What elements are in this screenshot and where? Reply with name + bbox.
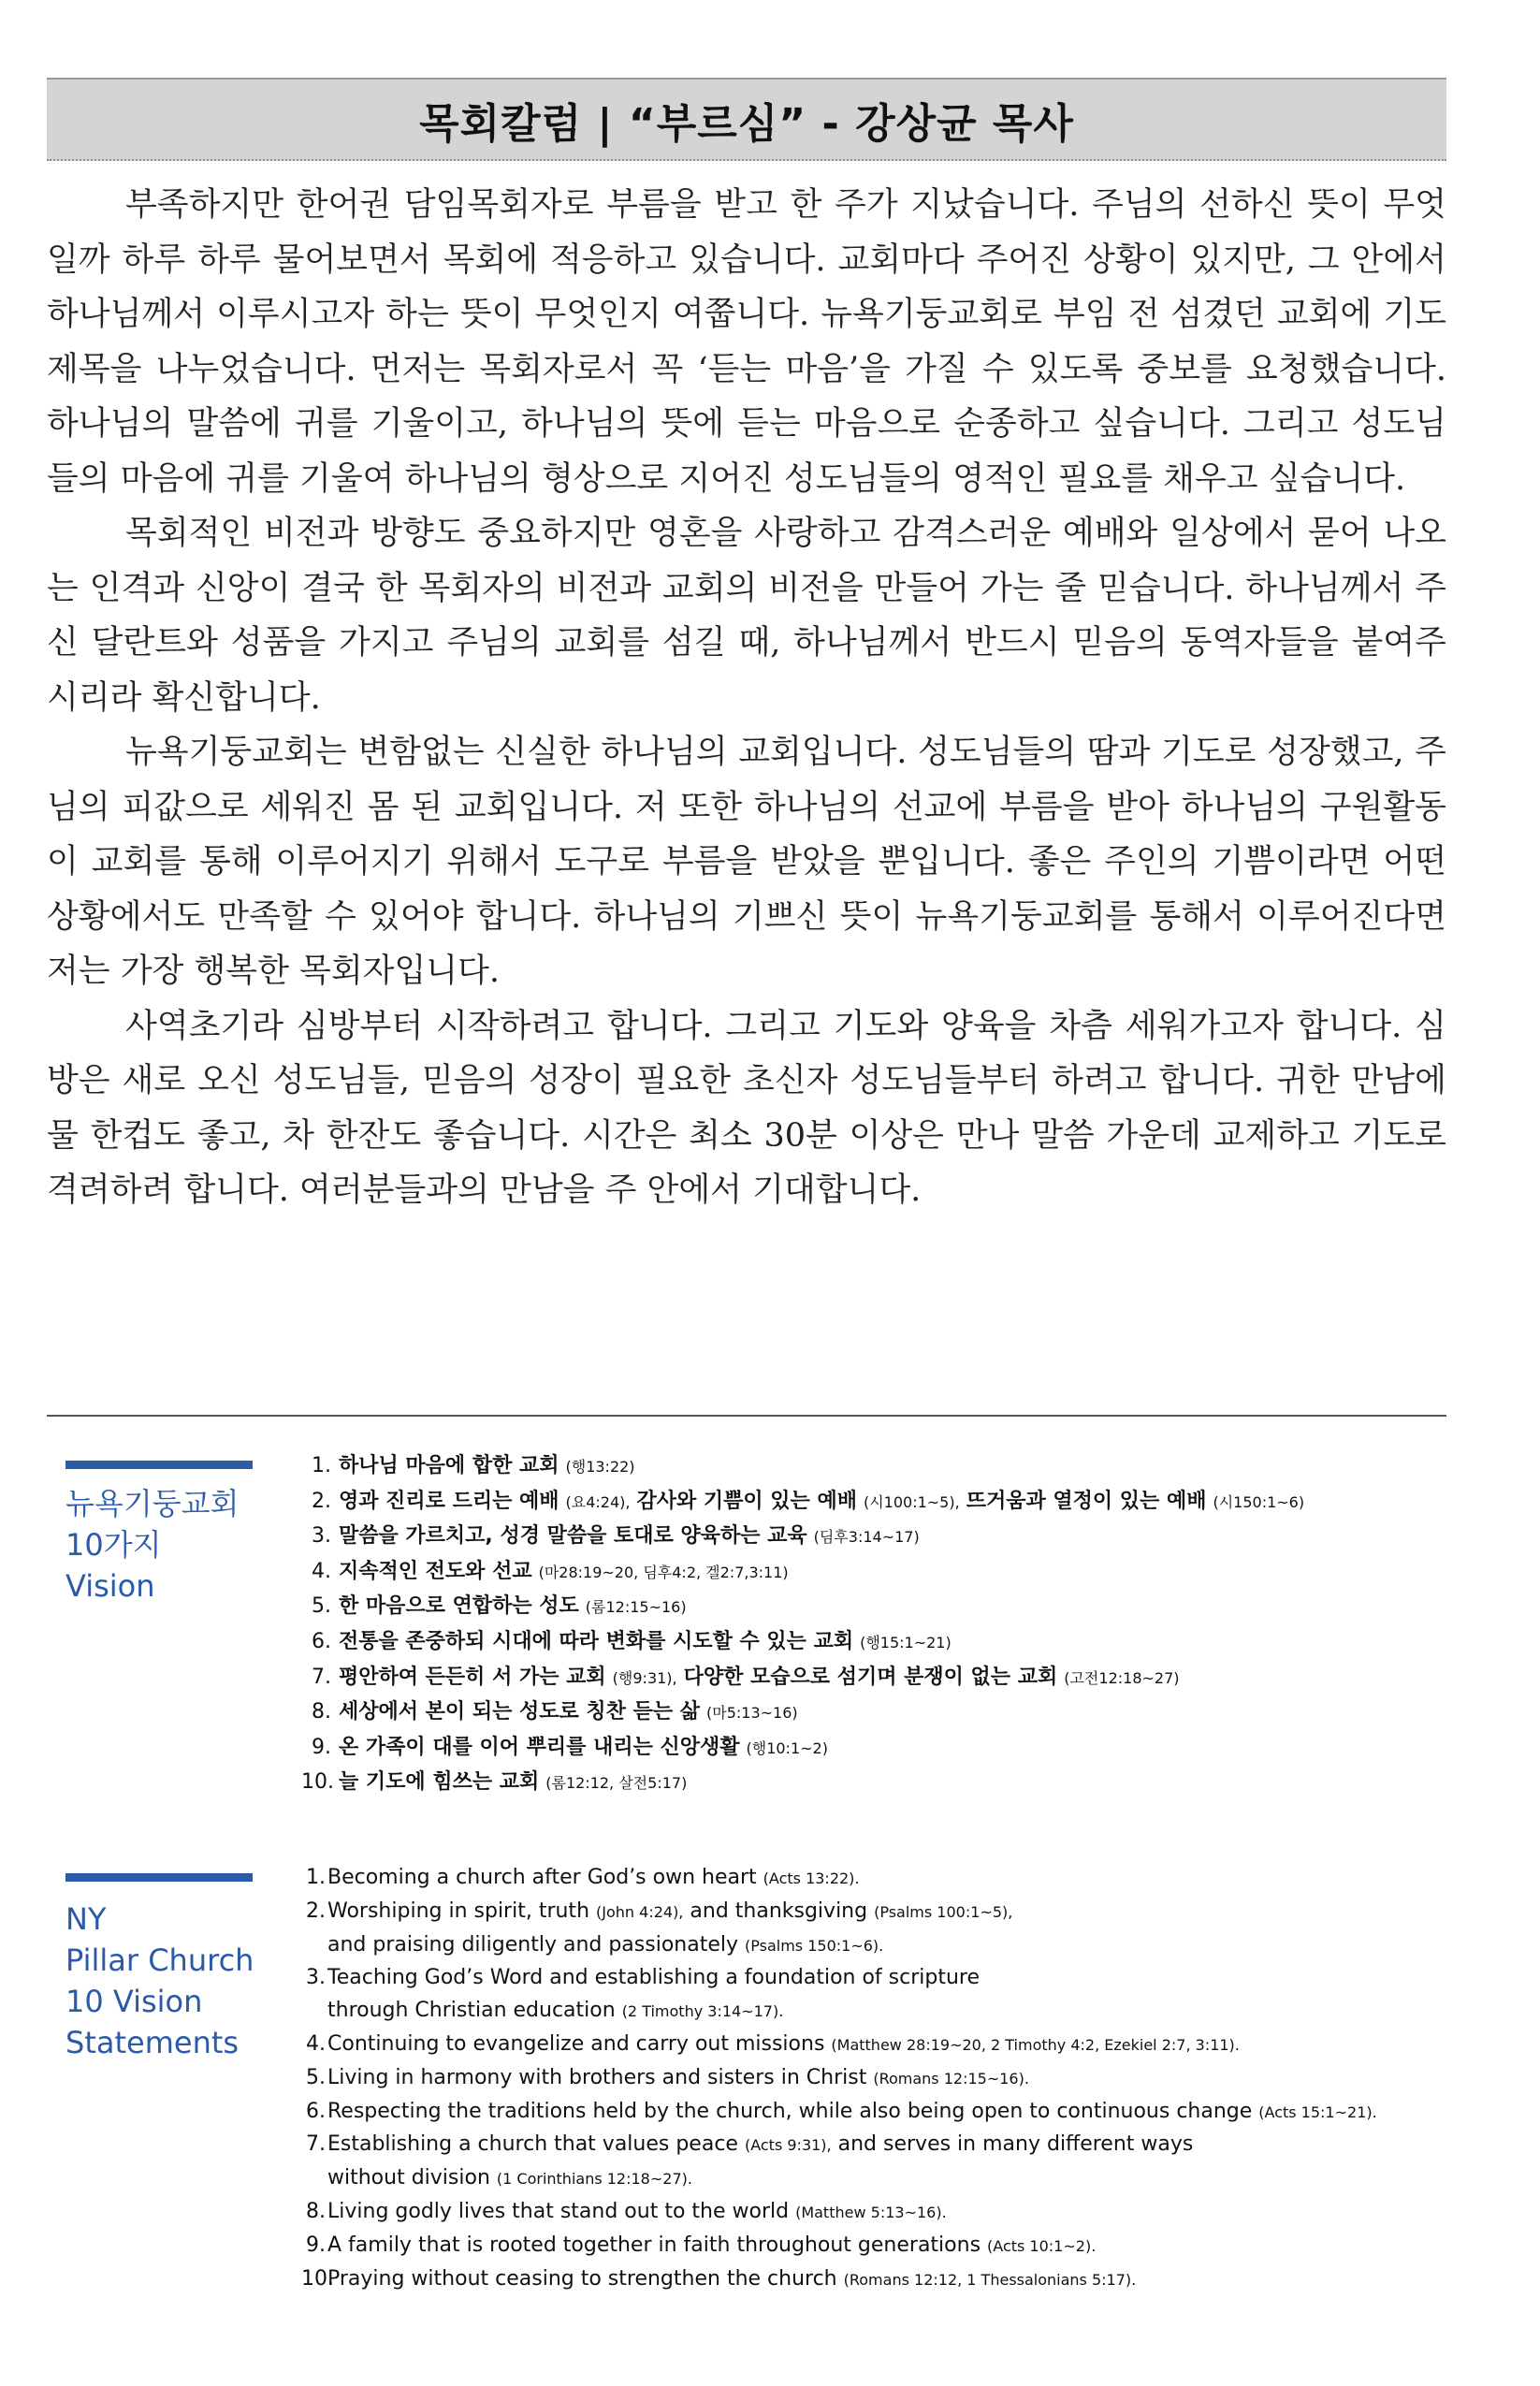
scripture-reference: (Romans 12:12, 1 Thessalonians 5:17). [843,2270,1137,2289]
vision-en-line [301,2062,1446,2096]
vision-en-item [301,2129,1446,2196]
scripture-reference: (행9:31), [612,1668,677,1687]
statement-text: without division [327,2166,490,2190]
vision-en-line [301,1929,1446,1963]
item-number: 4. [312,1559,331,1583]
page-title: 목회칼럼 | “부르심” - 강상균 목사 [419,99,1074,148]
item-number: 5. [306,2065,326,2089]
item-number: 1. [306,1866,326,1889]
vision-ko-title-line: Vision [65,1568,155,1604]
vision-en-title [65,1899,281,2063]
item-number: 3. [306,1966,326,1990]
scripture-reference: (Psalms 150:1~6). [745,1936,884,1955]
statement-text: 전통을 존중하되 시대에 따라 변화를 시도할 수 있는 교회 [339,1629,854,1653]
vision-en-item [301,1962,1446,2029]
statement-text: 늘 기도에 힘쓰는 교회 [339,1770,540,1795]
item-number: 1. [312,1454,331,1477]
vision-en-line [301,1962,1446,1995]
scripture-reference: (Acts 10:1~2). [987,2236,1097,2255]
scripture-reference: (롬12:12, 살전5:17) [545,1774,688,1793]
section-divider [47,1415,1446,1417]
vision-ko-title-line: 뉴욕기둥교회 [65,1486,240,1521]
column-paragraph: 뉴욕기둥교회는 변함없는 신실한 하나님의 교회입니다. 성도님들의 땀과 기도로 성장했고, 주님의 피값으로 세워진 몸 된 교회입니다. 저 또한 하나님의 선교에 부름을 받아 하나님의 구원활동이 교회를 통해 이루어지기 위해서 도구로 부름을 받았을 뿐입니다. 좋은 주인의 기쁨이라면 어떤 상황에서도 만족할 수 있어야 합니다. 하나님의 기쁘신 뜻이 뉴욕기둥교회를 통해서 이루어진다면 저는 가장 행복한 목회자입니다. [47,734,1446,990]
item-number: 5. [312,1594,331,1619]
scripture-reference: (Psalms 100:1~5), [874,1902,1013,1921]
vision-en-item [301,2196,1446,2230]
vision-en-accent-bar [65,1873,253,1882]
statement-text: 뜨거움과 열정이 있는 예배 [966,1489,1207,1513]
scripture-reference: (2 Timothy 3:14~17). [621,2002,784,2021]
vision-ko-item [301,1730,1446,1766]
scripture-reference: (John 4:24), [596,1902,684,1921]
vision-en-line [301,1862,1446,1896]
statement-text: 세상에서 본이 되는 성도로 칭찬 듣는 삶 [339,1700,700,1724]
column-paragraph: 부족하지만 한어권 담임목회자로 부름을 받고 한 주가 지났습니다. 주님의 선하신 뜻이 무엇일까 하루 하루 물어보면서 목회에 적응하고 있습니다. 교회마다 주어진 상황이 있지만, 그 안에서 하나님께서 이루시고자 하는 뜻이 무엇인지 여쭙니다. 뉴욕기둥교회로 부임 전 섬겼던 교회에 기도제목을 나누었습니다. 먼저는 목회자로서 꼭 ‘듣는 마음’을 가질 수 있도록 중보를 요청했습니다. 하나님의 말씀에 귀를 기울이고, 하나님의 뜻에 듣는 마음으로 순종하고 싶습니다. 그리고 성도님들의 마음에 귀를 기울여 하나님의 형상으로 지어진 성도님들의 영적인 필요를 채우고 싶습니다. [47,186,1446,498]
vision-en-item [301,2029,1446,2062]
vision-en-item [301,2096,1446,2130]
statement-text: 다양한 모습으로 섬기며 분쟁이 없는 교회 [683,1665,1058,1689]
scripture-reference: (시100:1~5), [863,1492,960,1511]
vision-ko-item [301,1695,1446,1730]
column-paragraph: 목회적인 비전과 방향도 중요하지만 영혼을 사랑하고 감격스러운 예배와 일상에서 묻어 나오는 인격과 신앙이 결국 한 목회자의 비전과 교회의 비전을 만들어 가는 줄 믿습니다. 하나님께서 주신 달란트와 성품을 가지고 주님의 교회를 섬길 때, 하나님께서 반드시 믿음의 동역자들을 붙여주시리라 확신합니다. [47,515,1446,717]
vision-en-line [301,2263,1446,2297]
item-number: 6. [306,2099,326,2123]
statement-text: Living in harmony with brothers and sisters in Christ [327,2065,867,2089]
item-number: 2. [312,1489,331,1513]
item-number: 9. [312,1735,331,1759]
vision-ko-item [301,1660,1446,1695]
vision-ko-item [301,1484,1446,1520]
vision-en-line [301,2029,1446,2062]
scripture-reference: (Romans 12:15~16). [873,2069,1029,2088]
scripture-reference: (Matthew 5:13~16). [795,2203,947,2221]
scripture-reference: (시150:1~6) [1213,1492,1305,1511]
statement-text: Praying without ceasing to strengthen the church [327,2266,837,2291]
statement-text: 온 가족이 대를 이어 뿌리를 내리는 신앙생활 [339,1735,740,1759]
vision-ko-item [301,1765,1446,1800]
scripture-reference: (딤후3:14~17) [813,1528,920,1547]
scripture-reference: (1 Corinthians 12:18~27). [496,2170,692,2189]
statement-text: Continuing to evangelize and carry out missions [327,2031,825,2056]
item-number: 3. [312,1524,331,1549]
vision-ko-title [65,1483,281,1607]
vision-ko-title-line: 10가지 [65,1527,162,1563]
statement-text: and serves in many different ways [837,2132,1194,2157]
vision-en-line [301,2196,1446,2230]
scripture-reference: (고전12:18~27) [1064,1668,1180,1687]
statement-text: 지속적인 전도와 선교 [339,1559,532,1583]
statement-text: Teaching God’s Word and establishing a foundation of scripture [327,1966,981,1990]
column-paragraph: 사역초기라 심방부터 시작하려고 합니다. 그리고 기도와 양육을 차츰 세워가고자 합니다. 심방은 새로 오신 성도님들, 믿음의 성장이 필요한 초신자 성도님들부터 하려고 합니다. 귀한 만남에 물 한컵도 좋고, 차 한잔도 좋습니다. 시간은 최소 30분 이상은 만나 말씀 가운데 교제하고 기도로 격려하려 합니다. 여러분들과의 만남을 주 안에서 기대합니다. [47,1007,1446,1209]
scripture-reference: (행13:22) [565,1458,635,1476]
statement-text: 영과 진리로 드리는 예배 [339,1489,559,1513]
item-number: 7. [306,2132,326,2157]
pastor-column [47,178,1446,1218]
item-number: 10. [301,1770,334,1795]
statement-text: 감사와 기쁨이 있는 예배 [636,1489,857,1513]
scripture-reference: (행15:1~21) [860,1633,952,1651]
statement-text: and praising diligently and passionately [327,1932,739,1957]
vision-en-list [301,1862,1446,2296]
statement-text: Living godly lives that stand out to the world [327,2199,790,2223]
statement-text: 말씀을 가르치고, 성경 말씀을 토대로 양육하는 교육 [339,1524,807,1549]
statement-text: Establishing a church that values peace [327,2132,738,2157]
vision-ko-item [301,1519,1446,1554]
vision-en-title-line: NY [65,1901,107,1937]
vision-en-item [301,2263,1446,2297]
item-number: 7. [312,1665,331,1689]
item-number: 6. [312,1629,331,1653]
vision-en-title-line: Statements [65,2025,240,2060]
statement-text: 하나님 마음에 합한 교회 [339,1454,559,1477]
statement-text: Respecting the traditions held by the church, while also being open to continuous change [327,2099,1253,2123]
vision-ko-item [301,1448,1446,1484]
item-number: 8. [312,1700,331,1724]
item-number: 2. [306,1899,326,1923]
scripture-reference: (요4:24), [565,1492,631,1511]
item-number: 9. [306,2233,326,2257]
statement-text: 한 마음으로 연합하는 성도 [339,1594,579,1619]
vision-ko-accent-bar [65,1461,253,1469]
statement-text: 평안하여 든든히 서 가는 교회 [339,1665,606,1689]
vision-en-line [301,1896,1446,1929]
vision-en-item [301,2062,1446,2096]
item-number: 10. [301,2266,334,2291]
vision-ko-item [301,1554,1446,1590]
vision-en-line [301,2129,1446,2162]
statement-text: through Christian education [327,1999,616,2023]
scripture-reference: (Matthew 28:19~20, 2 Timothy 4:2, Ezekiel 2:7, 3:11). [831,2035,1240,2054]
scripture-reference: (Acts 13:22). [763,1870,860,1887]
item-number: 4. [306,2031,326,2056]
statement-text: Becoming a church after God’s own heart [327,1866,757,1889]
scripture-reference: (마5:13~16) [706,1704,798,1723]
vision-en-item [301,1896,1446,1963]
vision-en-item [301,1862,1446,1896]
item-number: 8. [306,2199,326,2223]
vision-en-line [301,2162,1446,2196]
vision-en-item [301,2230,1446,2263]
column-header [47,78,1446,161]
vision-en-line [301,2096,1446,2130]
vision-en-line [301,2230,1446,2263]
statement-text: Worshiping in spirit, truth [327,1899,590,1923]
vision-ko-list [301,1448,1446,1800]
vision-en-title-line: Pillar Church [65,1942,254,1978]
scripture-reference: (Acts 15:1~21). [1258,2102,1377,2121]
vision-ko-item [301,1624,1446,1660]
scripture-reference: (행10:1~2) [746,1739,828,1757]
vision-en-title-line: 10 Vision [65,1984,203,2019]
statement-text: and thanksgiving [690,1899,868,1923]
statement-text: A family that is rooted together in faith throughout generations [327,2233,981,2257]
scripture-reference: (롬12:15~16) [585,1598,687,1617]
scripture-reference: (마28:19~20, 딤후4:2, 겔2:7,3:11) [538,1563,789,1581]
vision-ko-item [301,1589,1446,1624]
scripture-reference: (Acts 9:31), [744,2136,832,2155]
vision-en-line [301,1995,1446,2029]
